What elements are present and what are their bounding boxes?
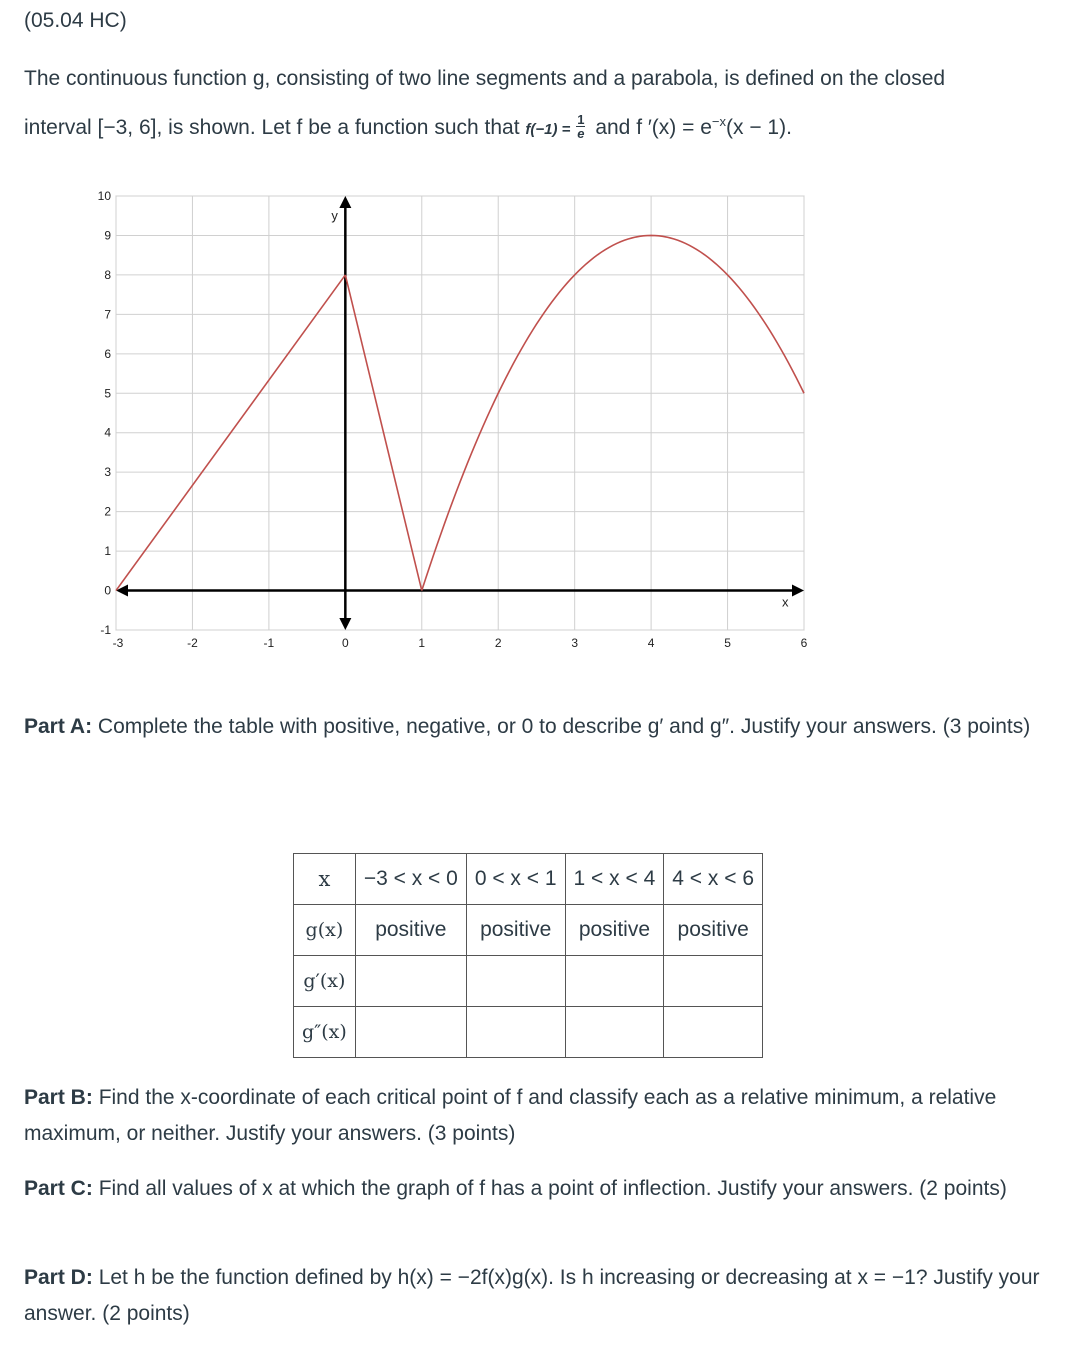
x-tick-label: -1 xyxy=(263,636,275,650)
part-a xyxy=(24,709,1074,745)
table-cell[interactable] xyxy=(565,1007,664,1058)
table-cell[interactable] xyxy=(466,956,565,1007)
tick-labels xyxy=(98,189,808,650)
table-header-cell: x xyxy=(294,854,356,905)
table-cell[interactable] xyxy=(355,956,466,1007)
table-header-cell: 0 < x < 1 xyxy=(466,854,565,905)
x-tick-label: 0 xyxy=(341,636,349,650)
intro-text xyxy=(24,57,1074,151)
y-tick-label: 2 xyxy=(104,504,111,519)
intro-line-2-pre: interval [−3, 6], is shown. Let f be a function such that xyxy=(24,116,520,139)
table-header-cell: −3 < x < 0 xyxy=(355,854,466,905)
part-c-text: Find all values of x at which the graph of f has a point of inflection. Justify your answers. (2 points) xyxy=(92,1177,1007,1200)
fraction-numerator: 1 xyxy=(577,111,585,127)
axes xyxy=(116,196,804,630)
y-tick-label: 0 xyxy=(104,583,111,598)
sign-table xyxy=(293,853,763,1058)
part-a-label: Part A: xyxy=(24,715,93,738)
y-tick-label: -1 xyxy=(100,623,111,637)
question-code: (05.04 HC) xyxy=(24,9,127,32)
intro-line-2-post: and f ′(x) = e xyxy=(595,116,712,139)
y-tick-label: 4 xyxy=(104,425,111,440)
table-cell[interactable] xyxy=(565,956,664,1007)
intro-line-2 xyxy=(24,100,1074,151)
plot-frame xyxy=(116,196,804,630)
fraction-one-over-e xyxy=(576,113,585,140)
y-tick-label: 9 xyxy=(104,228,111,243)
part-b-text: Find the x-coordinate of each critical point of f and classify each as a relative minimum, a relative maximum, or neither. Justify your answers. (3 points) xyxy=(24,1086,997,1145)
table-row-g-double-prime xyxy=(294,1007,763,1058)
row-label: g′(x) xyxy=(294,956,356,1007)
part-b-label: Part B: xyxy=(24,1086,93,1109)
intro-line-1: The continuous function g, consisting of two line segments and a parabola, is defined on the closed xyxy=(24,67,946,90)
part-b xyxy=(24,1080,1074,1152)
x-tick-label: 5 xyxy=(724,636,731,650)
y-tick-label: 1 xyxy=(104,544,111,559)
y-axis-arrow-up xyxy=(339,196,351,208)
y-tick-label: 6 xyxy=(104,346,111,361)
x-tick-label: -3 xyxy=(112,636,124,650)
parabola xyxy=(422,235,804,590)
table-header-row xyxy=(294,854,763,905)
x-tick-label: -2 xyxy=(187,636,198,650)
grid xyxy=(116,196,804,630)
table-header-cell: 4 < x < 6 xyxy=(664,854,763,905)
x-tick-label: 1 xyxy=(418,636,426,650)
table-cell[interactable] xyxy=(466,1007,565,1058)
y-tick-label: 8 xyxy=(104,267,111,282)
y-axis-label: y xyxy=(331,208,338,223)
exponent: −x xyxy=(711,114,726,129)
table-row-g xyxy=(294,905,763,956)
table-cell: positive xyxy=(664,905,763,956)
part-d-label: Part D: xyxy=(24,1266,93,1289)
fraction-denominator: e xyxy=(577,125,585,141)
y-tick-label: 3 xyxy=(104,465,111,480)
x-tick-label: 2 xyxy=(494,636,502,650)
f-of-minus-one: f(−1) = xyxy=(525,121,571,138)
x-tick-label: 3 xyxy=(571,636,579,650)
table-cell: positive xyxy=(466,905,565,956)
y-axis-arrow-down xyxy=(339,618,351,630)
function-graph xyxy=(80,184,820,674)
table-cell: positive xyxy=(355,905,466,956)
table-row-g-prime xyxy=(294,956,763,1007)
y-tick-label: 10 xyxy=(97,189,111,203)
row-label: g″(x) xyxy=(294,1007,356,1058)
row-label: g(x) xyxy=(294,905,356,956)
table-cell: positive xyxy=(565,905,664,956)
table-cell[interactable] xyxy=(664,1007,763,1058)
x-tick-label: 4 xyxy=(647,636,655,650)
part-c-label: Part C: xyxy=(24,1177,93,1200)
table-cell[interactable] xyxy=(664,956,763,1007)
part-d-text: Let h be the function defined by h(x) = −2f(x)g(x). Is h increasing or decreasing at x = −1? Justify your answer. (2 points) xyxy=(24,1266,1040,1325)
part-a-text: Complete the table with positive, negative, or 0 to describe g′ and g″. Justify your answers. (3 points) xyxy=(92,715,1031,738)
intro-line-2-end: (x − 1). xyxy=(726,116,792,139)
part-c xyxy=(24,1171,1074,1207)
x-axis-arrow-right xyxy=(792,585,804,597)
x-axis-label: x xyxy=(782,594,789,610)
table-cell[interactable] xyxy=(355,1007,466,1058)
table-header-cell: 1 < x < 4 xyxy=(565,854,664,905)
x-axis-arrow-left xyxy=(116,585,128,597)
y-tick-label: 7 xyxy=(104,307,111,322)
x-tick-label: 6 xyxy=(800,636,808,650)
curve xyxy=(116,235,804,590)
part-d xyxy=(24,1260,1074,1332)
y-tick-label: 5 xyxy=(104,386,111,401)
